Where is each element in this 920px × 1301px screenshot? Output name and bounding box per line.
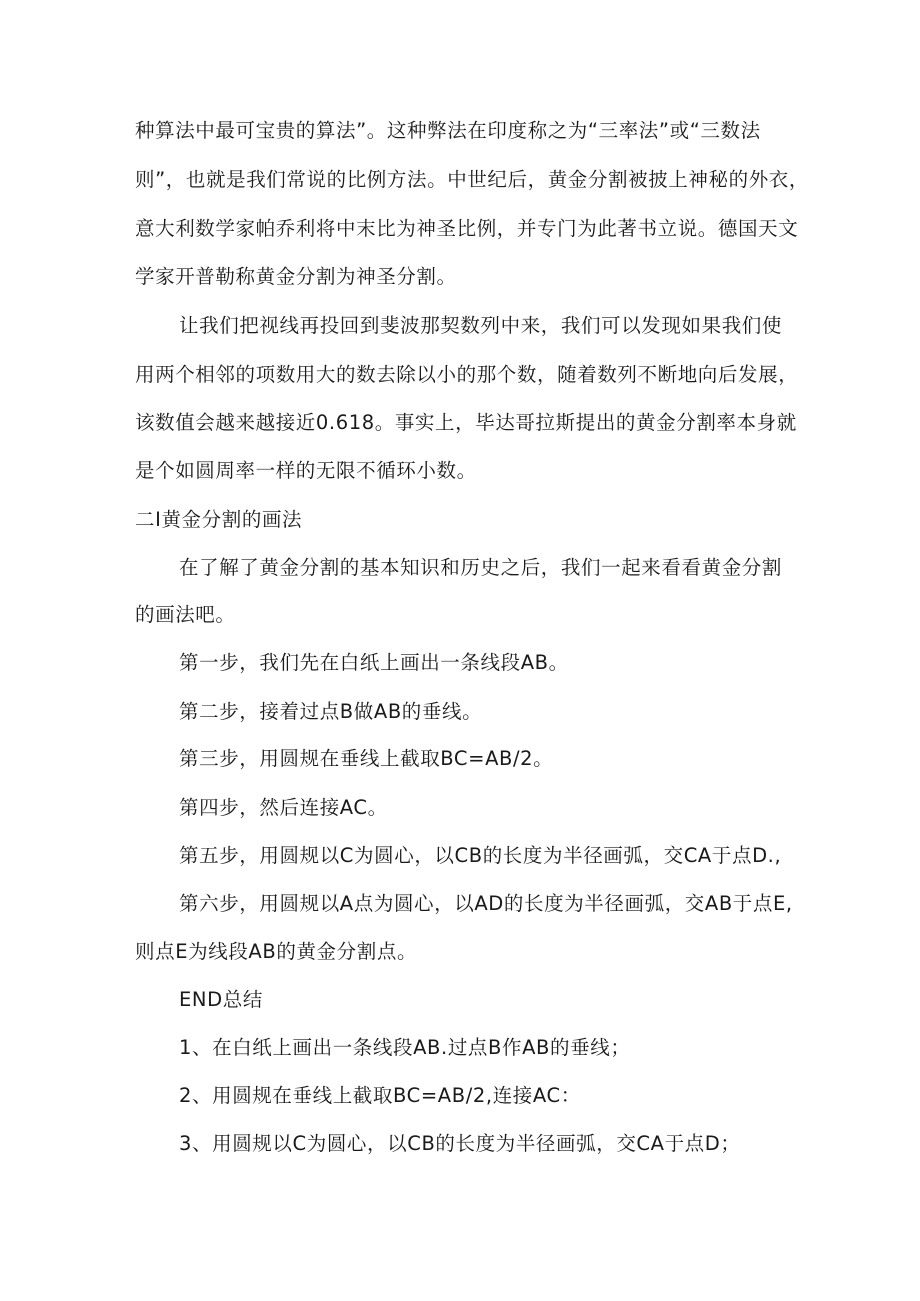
paragraph-line: 则点E为线段AB的黄金分割点。 [135, 940, 418, 963]
paragraph-line: 的画法吧。 [135, 603, 236, 626]
summary-item: 3、用圆规以C为圆心，以CB的长度为半径画弧，交CA于点D； [179, 1132, 741, 1155]
summary-item: 1、在白纸上画出一条线段AB.过点B作AB的垂线； [179, 1036, 631, 1059]
step-item: 第四步，然后连接AC。 [179, 796, 388, 819]
paragraph-line: 种算法中最可宝贵的算法”。这种弊法在印度称之为“三率法”或“三数法 [135, 119, 761, 142]
step-item: 第三步，用圆规在垂线上截取BC=AB/2。 [179, 747, 554, 770]
step-item: 第一步，我们先在白纸上画出一条线段AB。 [179, 651, 569, 674]
section-heading: 二I黄金分割的画法 [135, 508, 303, 531]
step-item: 第六步，用圆规以A点为圆心，以AD的长度为半径画弧，交AB于点E, [179, 892, 793, 915]
paragraph-line: 是个如圆周率一样的无限不循环小数。 [135, 459, 477, 482]
paragraph-line: 让我们把视线再投回到斐波那契数列中来，我们可以发现如果我们使 [179, 314, 783, 337]
step-item: 第二步，接着过点B做AB的垂线。 [179, 700, 483, 723]
paragraph-line: 该数值会越来越接近0.618。事实上，毕达哥拉斯提出的黄金分割率本身就 [135, 411, 797, 434]
paragraph-line: 则”，也就是我们常说的比例方法。中世纪后，黄金分割被披上神秘的外衣， [135, 168, 810, 191]
summary-item: 2、用圆规在垂线上截取BC=AB/2,连接AC： [179, 1084, 581, 1107]
paragraph-line: 意大利数学家帕乔利将中末比为神圣比例，并专门为此著书立说。德国天文 [135, 217, 799, 240]
step-item: 第五步，用圆规以C为圆心，以CB的长度为半径画弧，交CA于点D., [179, 844, 782, 867]
summary-heading: END总结 [179, 988, 263, 1011]
paragraph-line: 用两个相邻的项数用大的数去除以小的那个数，随着数列不断地向后发展， [135, 363, 799, 386]
paragraph-line: 在了解了黄金分割的基本知识和历史之后，我们一起来看看黄金分割 [179, 556, 783, 579]
paragraph-line: 学家开普勒称黄金分割为神圣分割。 [135, 265, 457, 288]
